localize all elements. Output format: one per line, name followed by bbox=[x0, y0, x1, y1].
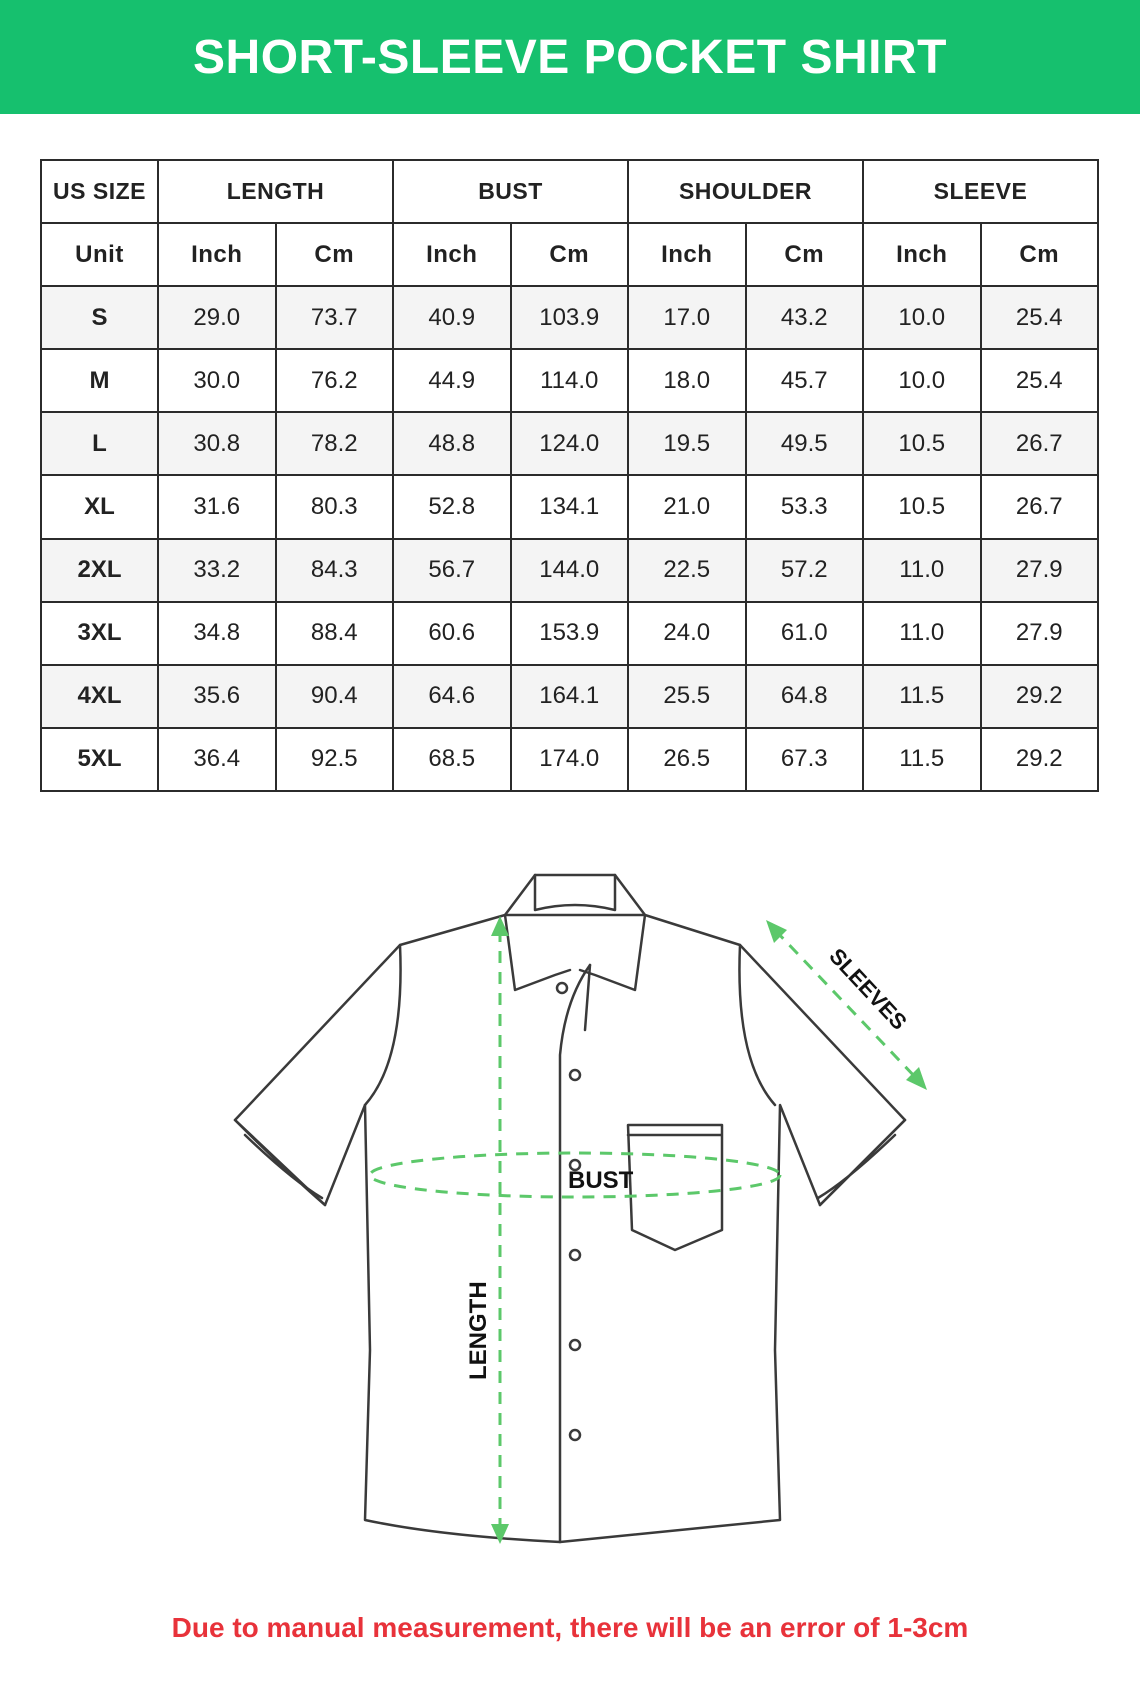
value-cell: 22.5 bbox=[628, 539, 746, 602]
group-header-shoulder: SHOULDER bbox=[628, 160, 863, 223]
value-cell: 103.9 bbox=[511, 286, 629, 349]
value-cell: 25.4 bbox=[981, 286, 1099, 349]
size-cell: 4XL bbox=[41, 665, 158, 728]
value-cell: 64.6 bbox=[393, 665, 511, 728]
value-cell: 52.8 bbox=[393, 475, 511, 538]
left-armhole bbox=[365, 945, 401, 1105]
value-cell: 17.0 bbox=[628, 286, 746, 349]
sleeve-arrow-top-icon bbox=[766, 920, 787, 943]
collar-band bbox=[505, 875, 645, 915]
unit-label-cell: Unit bbox=[41, 223, 158, 286]
collar-left-flap bbox=[505, 915, 570, 990]
value-cell: 92.5 bbox=[276, 728, 394, 791]
value-cell: 33.2 bbox=[158, 539, 276, 602]
value-cell: 174.0 bbox=[511, 728, 629, 791]
value-cell: 84.3 bbox=[276, 539, 394, 602]
placket bbox=[560, 965, 590, 1542]
value-cell: 27.9 bbox=[981, 602, 1099, 665]
table-row bbox=[41, 539, 1098, 602]
measurement-note: Due to manual measurement, there will be an error of 1-3cm bbox=[171, 1612, 969, 1643]
value-cell: 45.7 bbox=[746, 349, 864, 412]
value-cell: 11.0 bbox=[863, 602, 981, 665]
value-cell: 29.2 bbox=[981, 728, 1099, 791]
value-cell: 26.7 bbox=[981, 475, 1099, 538]
value-cell: 26.7 bbox=[981, 412, 1099, 475]
page-title: SHORT-SLEEVE POCKET SHIRT bbox=[193, 30, 947, 84]
value-cell: 10.0 bbox=[863, 286, 981, 349]
unit-cell: Cm bbox=[276, 223, 394, 286]
unit-cell: Cm bbox=[746, 223, 864, 286]
size-header-cell: US SIZE bbox=[41, 160, 158, 223]
value-cell: 31.6 bbox=[158, 475, 276, 538]
value-cell: 57.2 bbox=[746, 539, 864, 602]
value-cell: 144.0 bbox=[511, 539, 629, 602]
table-row bbox=[41, 475, 1098, 538]
value-cell: 29.2 bbox=[981, 665, 1099, 728]
size-cell: 3XL bbox=[41, 602, 158, 665]
value-cell: 10.5 bbox=[863, 475, 981, 538]
value-cell: 48.8 bbox=[393, 412, 511, 475]
table-header-row bbox=[41, 160, 1098, 223]
size-cell: L bbox=[41, 412, 158, 475]
value-cell: 124.0 bbox=[511, 412, 629, 475]
group-header-length: LENGTH bbox=[158, 160, 393, 223]
left-sleeve-cuff bbox=[235, 1120, 325, 1205]
placket-line bbox=[585, 965, 590, 1030]
value-cell: 44.9 bbox=[393, 349, 511, 412]
value-cell: 24.0 bbox=[628, 602, 746, 665]
table-row bbox=[41, 412, 1098, 475]
unit-cell: Inch bbox=[158, 223, 276, 286]
right-armhole bbox=[739, 945, 775, 1105]
value-cell: 88.4 bbox=[276, 602, 394, 665]
size-cell: 2XL bbox=[41, 539, 158, 602]
table-row bbox=[41, 349, 1098, 412]
chest-pocket bbox=[628, 1125, 722, 1250]
value-cell: 76.2 bbox=[276, 349, 394, 412]
bust-label: BUST bbox=[568, 1167, 634, 1194]
title-banner bbox=[0, 0, 1140, 114]
shirt-measurement-diagram bbox=[0, 830, 1140, 1590]
value-cell: 78.2 bbox=[276, 412, 394, 475]
button-icon bbox=[570, 1070, 580, 1080]
value-cell: 29.0 bbox=[158, 286, 276, 349]
value-cell: 114.0 bbox=[511, 349, 629, 412]
value-cell: 11.5 bbox=[863, 665, 981, 728]
length-arrow-bottom-icon bbox=[491, 1524, 509, 1544]
size-cell: S bbox=[41, 286, 158, 349]
value-cell: 27.9 bbox=[981, 539, 1099, 602]
value-cell: 56.7 bbox=[393, 539, 511, 602]
value-cell: 30.0 bbox=[158, 349, 276, 412]
value-cell: 67.3 bbox=[746, 728, 864, 791]
value-cell: 21.0 bbox=[628, 475, 746, 538]
value-cell: 164.1 bbox=[511, 665, 629, 728]
unit-cell: Inch bbox=[628, 223, 746, 286]
value-cell: 35.6 bbox=[158, 665, 276, 728]
button-icon bbox=[570, 1250, 580, 1260]
unit-cell: Inch bbox=[393, 223, 511, 286]
value-cell: 73.7 bbox=[276, 286, 394, 349]
group-header-sleeve: SLEEVE bbox=[863, 160, 1098, 223]
size-cell: XL bbox=[41, 475, 158, 538]
value-cell: 61.0 bbox=[746, 602, 864, 665]
group-header-bust: BUST bbox=[393, 160, 628, 223]
size-cell: M bbox=[41, 349, 158, 412]
value-cell: 134.1 bbox=[511, 475, 629, 538]
button-icon bbox=[570, 1340, 580, 1350]
unit-row bbox=[41, 223, 1098, 286]
table-row bbox=[41, 728, 1098, 791]
unit-cell: Cm bbox=[511, 223, 629, 286]
value-cell: 64.8 bbox=[746, 665, 864, 728]
value-cell: 10.0 bbox=[863, 349, 981, 412]
value-cell: 19.5 bbox=[628, 412, 746, 475]
button-icon bbox=[557, 983, 567, 993]
value-cell: 34.8 bbox=[158, 602, 276, 665]
sleeves-label: SLEEVES bbox=[824, 943, 912, 1035]
value-cell: 80.3 bbox=[276, 475, 394, 538]
collar-inner bbox=[535, 875, 615, 910]
table-row bbox=[41, 286, 1098, 349]
size-chart-table bbox=[40, 159, 1099, 792]
value-cell: 11.0 bbox=[863, 539, 981, 602]
unit-cell: Inch bbox=[863, 223, 981, 286]
value-cell: 18.0 bbox=[628, 349, 746, 412]
length-label: LENGTH bbox=[465, 1281, 492, 1380]
value-cell: 26.5 bbox=[628, 728, 746, 791]
value-cell: 11.5 bbox=[863, 728, 981, 791]
value-cell: 90.4 bbox=[276, 665, 394, 728]
unit-cell: Cm bbox=[981, 223, 1099, 286]
value-cell: 30.8 bbox=[158, 412, 276, 475]
value-cell: 25.5 bbox=[628, 665, 746, 728]
value-cell: 60.6 bbox=[393, 602, 511, 665]
value-cell: 49.5 bbox=[746, 412, 864, 475]
value-cell: 153.9 bbox=[511, 602, 629, 665]
value-cell: 53.3 bbox=[746, 475, 864, 538]
value-cell: 40.9 bbox=[393, 286, 511, 349]
value-cell: 10.5 bbox=[863, 412, 981, 475]
table-row bbox=[41, 665, 1098, 728]
value-cell: 43.2 bbox=[746, 286, 864, 349]
value-cell: 36.4 bbox=[158, 728, 276, 791]
table-row bbox=[41, 602, 1098, 665]
right-sleeve-cuff bbox=[818, 1120, 905, 1205]
value-cell: 25.4 bbox=[981, 349, 1099, 412]
button-icon bbox=[570, 1430, 580, 1440]
size-cell: 5XL bbox=[41, 728, 158, 791]
value-cell: 68.5 bbox=[393, 728, 511, 791]
